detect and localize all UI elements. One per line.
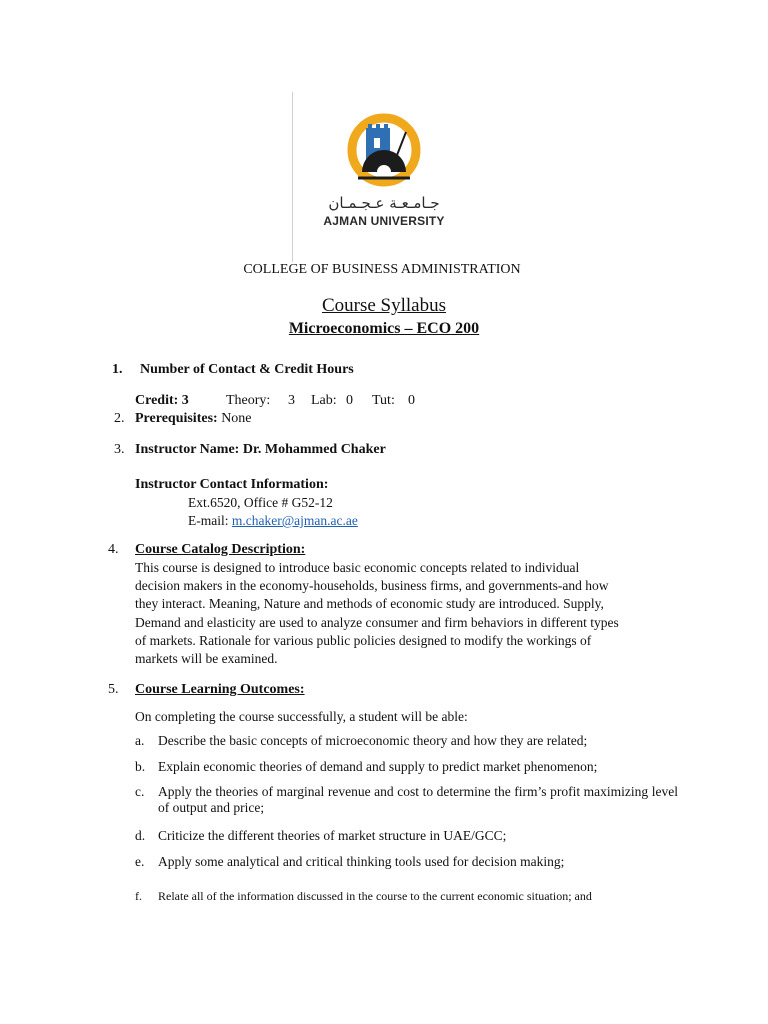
email-link[interactable]: m.chaker@ajman.ac.ae bbox=[231, 513, 358, 528]
logo-english-text: AJMAN UNIVERSITY bbox=[323, 214, 445, 228]
logo-arabic-text: جـامـعـة عـجـمـان bbox=[328, 194, 440, 212]
outcome-text: Explain economic theories of demand and supply to predict market phenomenon; bbox=[158, 759, 598, 774]
outcome-text: Apply some analytical and critical thinking tools used for decision making; bbox=[158, 854, 565, 869]
outcome-text: Apply the theories of marginal revenue and cost to determine the firm’s profit maximizing level of output and price; bbox=[158, 784, 678, 815]
outcome-text: Criticize the different theories of market structure in UAE/GCC; bbox=[158, 828, 507, 843]
section-4-number: 4. bbox=[108, 542, 119, 557]
college-name: COLLEGE OF BUSINESS ADMINISTRATION bbox=[243, 262, 521, 277]
credit-label: Credit: 3 bbox=[135, 393, 189, 408]
outcome-text: Describe the basic concepts of microeconomic theory and how they are related; bbox=[158, 733, 588, 748]
header-divider bbox=[292, 92, 293, 262]
section-5-heading: Course Learning Outcomes: bbox=[135, 682, 305, 697]
page-title: Course Syllabus bbox=[321, 295, 447, 316]
description-line: markets will be examined. bbox=[135, 651, 278, 667]
description-line: of markets. Rationale for various public policies designed to modify the workings of bbox=[135, 632, 592, 648]
section-5-number: 5. bbox=[108, 682, 119, 697]
section-1-heading: Number of Contact & Credit Hours bbox=[140, 362, 354, 377]
outcome-letter: a. bbox=[135, 733, 145, 748]
description-line: they interact. Meaning, Nature and methods of economic study are introduced. Supply, bbox=[135, 596, 604, 612]
outcome-letter: f. bbox=[135, 889, 142, 903]
instructor-name: Instructor Name: Dr. Mohammed Chaker bbox=[135, 442, 386, 457]
instructor-contact-label: Instructor Contact Information: bbox=[135, 477, 329, 492]
instructor-office: Ext.6520, Office # G52-12 bbox=[188, 495, 333, 510]
outcomes-intro: On completing the course successfully, a student will be able: bbox=[135, 709, 468, 724]
tut-label: Tut: bbox=[372, 393, 395, 408]
section-1-number: 1. bbox=[112, 362, 123, 377]
prerequisites-label: Prerequisites: bbox=[135, 411, 218, 426]
description-line: decision makers in the economy-households, business firms, and governments-and how bbox=[135, 578, 609, 594]
course-subtitle: Microeconomics – ECO 200 bbox=[288, 320, 480, 337]
section-3-number: 3. bbox=[114, 442, 125, 457]
section-4-heading: Course Catalog Description: bbox=[135, 542, 306, 557]
description-line: This course is designed to introduce basic economic concepts related to individual bbox=[135, 560, 580, 575]
tut-value: 0 bbox=[408, 393, 415, 408]
outcome-text: Relate all of the information discussed in the course to the current economic situation; and bbox=[158, 889, 592, 903]
section-2-number: 2. bbox=[114, 411, 125, 426]
outcome-letter: e. bbox=[135, 854, 145, 869]
prerequisites-value: None bbox=[221, 411, 252, 426]
theory-label: Theory: bbox=[226, 393, 271, 408]
email-label: E-mail: bbox=[188, 513, 229, 528]
course-description bbox=[135, 559, 683, 668]
prerequisites-row bbox=[135, 411, 252, 427]
outcome-letter: b. bbox=[135, 759, 146, 774]
outcome-letter: c. bbox=[135, 784, 145, 799]
outcome-letter: d. bbox=[135, 828, 146, 843]
description-line: Demand and elasticity are used to analyze consumer and firm behaviors in different types bbox=[135, 614, 619, 630]
theory-value: 3 bbox=[288, 393, 295, 408]
lab-label: Lab: bbox=[311, 393, 337, 408]
email-row bbox=[188, 513, 358, 529]
lab-value: 0 bbox=[346, 393, 353, 408]
